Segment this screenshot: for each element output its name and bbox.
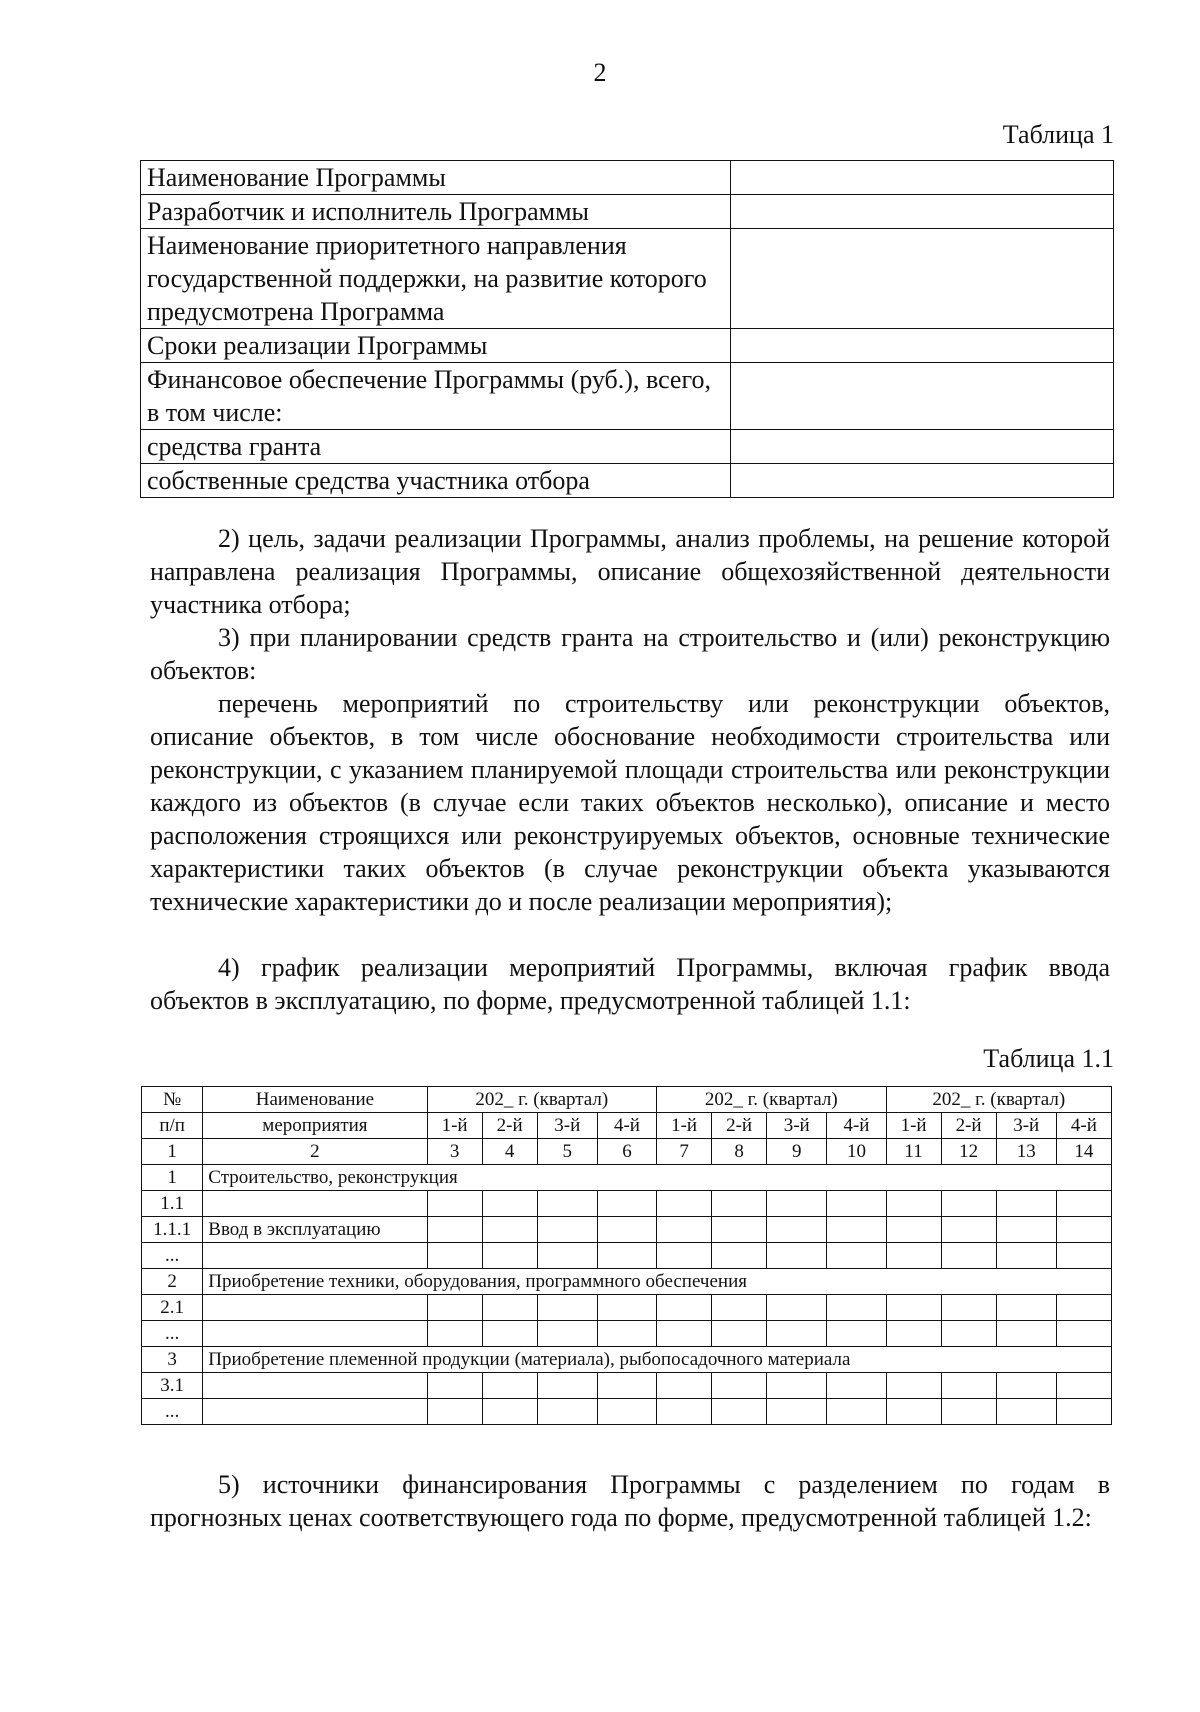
quarter-cell [941,1321,996,1347]
row-activity-name [203,1399,427,1425]
quarter-cell [712,1243,767,1269]
quarter-cell [597,1295,656,1321]
row-number: 3 [142,1347,203,1373]
quarter-cell [712,1191,767,1217]
quarter-cell [886,1295,941,1321]
quarter-cell [537,1295,597,1321]
quarter-cell [657,1217,712,1243]
row-number: 1.1 [142,1191,203,1217]
quarter-cell [767,1191,827,1217]
passport-row-value [731,329,1114,363]
quarter-cell [886,1321,941,1347]
row-activity-name: Строительство, реконструкция [203,1165,1112,1191]
quarter-header: 1-й [886,1113,941,1139]
column-number: 8 [712,1139,767,1165]
quarter-cell [941,1191,996,1217]
quarter-cell [996,1217,1056,1243]
quarter-cell [537,1321,597,1347]
table-row [142,1269,1112,1295]
quarter-cell [827,1321,886,1347]
row-activity-name: Ввод в эксплуатацию [203,1217,427,1243]
quarter-cell [712,1321,767,1347]
quarter-cell [537,1191,597,1217]
quarter-cell [1056,1217,1111,1243]
passport-row-label: Разработчик и исполнитель Программы [141,195,731,229]
row-activity-name [203,1243,427,1269]
quarter-cell [996,1321,1056,1347]
passport-row-value [731,229,1114,329]
quarter-cell [996,1295,1056,1321]
table-row [142,1217,1112,1243]
row-number: ... [142,1399,203,1425]
quarter-cell [886,1243,941,1269]
table-row [142,1191,1112,1217]
quarter-cell [827,1191,886,1217]
quarter-cell [597,1373,656,1399]
page-number: 2 [593,58,607,87]
table-row [142,1347,1112,1373]
quarter-cell [941,1243,996,1269]
quarter-cell [767,1295,827,1321]
header-num-line2: п/п [142,1113,203,1139]
column-number: 2 [203,1139,427,1165]
table-row [142,1243,1112,1269]
passport-row-label: Наименование Программы [141,161,731,195]
row-number: 1 [142,1165,203,1191]
quarter-cell [996,1399,1056,1425]
quarter-cell [537,1243,597,1269]
quarter-cell [827,1399,886,1425]
passport-row-value [731,195,1114,229]
quarter-cell [427,1217,482,1243]
paragraph-5: 5) источники финансирования Программы с разделением по годам в прогнозных ценах соответствующего года по форме, предусмотренной таблицей 1.2: [150,1470,1110,1532]
column-number: 6 [597,1139,656,1165]
row-activity-name: Приобретение племенной продукции (материала), рыбопосадочного материала [203,1347,1112,1373]
quarter-cell [657,1295,712,1321]
header-num-line1: № [142,1087,203,1113]
quarter-cell [886,1399,941,1425]
quarter-cell [1056,1321,1111,1347]
quarter-header: 4-й [827,1113,886,1139]
quarter-cell [597,1243,656,1269]
quarter-cell [712,1295,767,1321]
quarter-cell [767,1373,827,1399]
quarter-cell [657,1321,712,1347]
passport-row-label: собственные средства участника отбора [141,464,731,498]
quarter-cell [1056,1373,1111,1399]
passport-row [141,430,1114,464]
column-number: 11 [886,1139,941,1165]
quarter-header: 3-й [767,1113,827,1139]
row-number: 1.1.1 [142,1217,203,1243]
passport-row-label: средства гранта [141,430,731,464]
quarter-cell [537,1399,597,1425]
year-group-header: 202_ г. (квартал) [427,1087,656,1113]
quarter-cell [886,1191,941,1217]
column-number: 10 [827,1139,886,1165]
quarter-header: 2-й [482,1113,537,1139]
row-number: 2.1 [142,1295,203,1321]
column-number: 14 [1056,1139,1111,1165]
passport-row-value [731,363,1114,430]
passport-row-label: Сроки реализации Программы [141,329,731,363]
table-row [142,1373,1112,1399]
quarter-cell [767,1217,827,1243]
quarter-cell [427,1321,482,1347]
quarter-cell [427,1295,482,1321]
paragraph-3-objects: перечень мероприятий по строительству или реконструкции объектов, описание объектов, в том числе обоснование необходимости строительства или реконструкции, с указанием планируемой площади строительства или реконструкции каждого из объектов (в случае если таких объектов несколько), описание и место расположения строящихся или реконструируемых объектов, основные технические характеристики таких объектов (в случае реконструкции объекта указываются технические характеристики до и после реализации мероприятия); [150,689,1110,916]
column-number: 5 [537,1139,597,1165]
row-activity-name [203,1295,427,1321]
quarter-cell [886,1217,941,1243]
table-row [142,1321,1112,1347]
quarter-cell [712,1373,767,1399]
quarter-cell [941,1295,996,1321]
quarter-cell [597,1217,656,1243]
column-number: 13 [996,1139,1056,1165]
quarter-header: 1-й [657,1113,712,1139]
header-name-line1: Наименование [203,1087,427,1113]
quarter-cell [427,1191,482,1217]
quarter-cell [597,1399,656,1425]
year-group-header: 202_ г. (квартал) [886,1087,1111,1113]
passport-row [141,195,1114,229]
row-activity-name [203,1321,427,1347]
quarter-cell [1056,1191,1111,1217]
row-activity-name: Приобретение техники, оборудования, программного обеспечения [203,1269,1112,1295]
quarter-cell [767,1399,827,1425]
row-number: 2 [142,1269,203,1295]
quarter-cell [597,1191,656,1217]
passport-row [141,464,1114,498]
column-number: 12 [941,1139,996,1165]
column-number: 9 [767,1139,827,1165]
quarter-cell [827,1295,886,1321]
quarter-cell [427,1399,482,1425]
header-name-line2: мероприятия [203,1113,427,1139]
row-number: ... [142,1243,203,1269]
quarter-cell [941,1399,996,1425]
passport-row [141,161,1114,195]
quarter-cell [482,1217,537,1243]
quarter-cell [827,1243,886,1269]
column-number: 1 [142,1139,203,1165]
quarter-header: 4-й [1056,1113,1111,1139]
quarter-cell [482,1191,537,1217]
schedule-table [141,1086,1112,1425]
table-row [142,1399,1112,1425]
column-number: 4 [482,1139,537,1165]
row-activity-name [203,1191,427,1217]
quarter-cell [427,1373,482,1399]
quarter-cell [941,1373,996,1399]
quarter-cell [537,1217,597,1243]
column-number: 7 [657,1139,712,1165]
quarter-cell [657,1191,712,1217]
quarter-header: 1-й [427,1113,482,1139]
quarter-cell [996,1191,1056,1217]
quarter-cell [657,1399,712,1425]
quarter-cell [767,1321,827,1347]
quarter-cell [712,1399,767,1425]
quarter-cell [427,1243,482,1269]
column-number: 3 [427,1139,482,1165]
passport-row-value [731,161,1114,195]
quarter-header: 2-й [941,1113,996,1139]
quarter-cell [1056,1295,1111,1321]
program-passport-table [140,160,1114,498]
quarter-cell [827,1217,886,1243]
paragraph-4: 4) график реализации мероприятий Программы, включая график ввода объектов в эксплуатацию, по форме, предусмотренной таблицей 1.1: [150,953,1110,1015]
quarter-header: 3-й [996,1113,1056,1139]
quarter-cell [1056,1399,1111,1425]
quarter-cell [657,1373,712,1399]
row-number: 3.1 [142,1373,203,1399]
quarter-cell [597,1321,656,1347]
quarter-cell [482,1243,537,1269]
table-row [142,1165,1112,1191]
quarter-cell [827,1373,886,1399]
quarter-header: 4-й [597,1113,656,1139]
quarter-cell [767,1243,827,1269]
passport-row [141,363,1114,430]
quarter-cell [657,1243,712,1269]
quarter-cell [482,1295,537,1321]
table-row [142,1295,1112,1321]
quarter-header: 2-й [712,1113,767,1139]
table-1-1-caption: Таблица 1.1 [983,1044,1114,1073]
quarter-cell [996,1373,1056,1399]
quarter-header: 3-й [537,1113,597,1139]
passport-row-label: Наименование приоритетного направления государственной поддержки, на развитие которого предусмотрена Программа [141,229,731,329]
paragraph-3: 3) при планировании средств гранта на строительство и (или) реконструкцию объектов: [150,623,1110,685]
quarter-cell [1056,1243,1111,1269]
quarter-cell [482,1399,537,1425]
quarter-cell [886,1373,941,1399]
passport-row [141,329,1114,363]
quarter-cell [482,1321,537,1347]
table-1-caption: Таблица 1 [1002,120,1114,149]
row-number: ... [142,1321,203,1347]
paragraph-2: 2) цель, задачи реализации Программы, анализ проблемы, на решение которой направлена реализация Программы, описание общехозяйственной деятельности участника отбора; [150,524,1110,619]
passport-row [141,229,1114,329]
quarter-cell [996,1243,1056,1269]
quarter-cell [941,1217,996,1243]
quarter-cell [537,1373,597,1399]
passport-row-value [731,464,1114,498]
quarter-cell [712,1217,767,1243]
passport-row-label: Финансовое обеспечение Программы (руб.), всего, в том числе: [141,363,731,430]
quarter-cell [482,1373,537,1399]
row-activity-name [203,1373,427,1399]
passport-row-value [731,430,1114,464]
year-group-header: 202_ г. (квартал) [657,1087,886,1113]
